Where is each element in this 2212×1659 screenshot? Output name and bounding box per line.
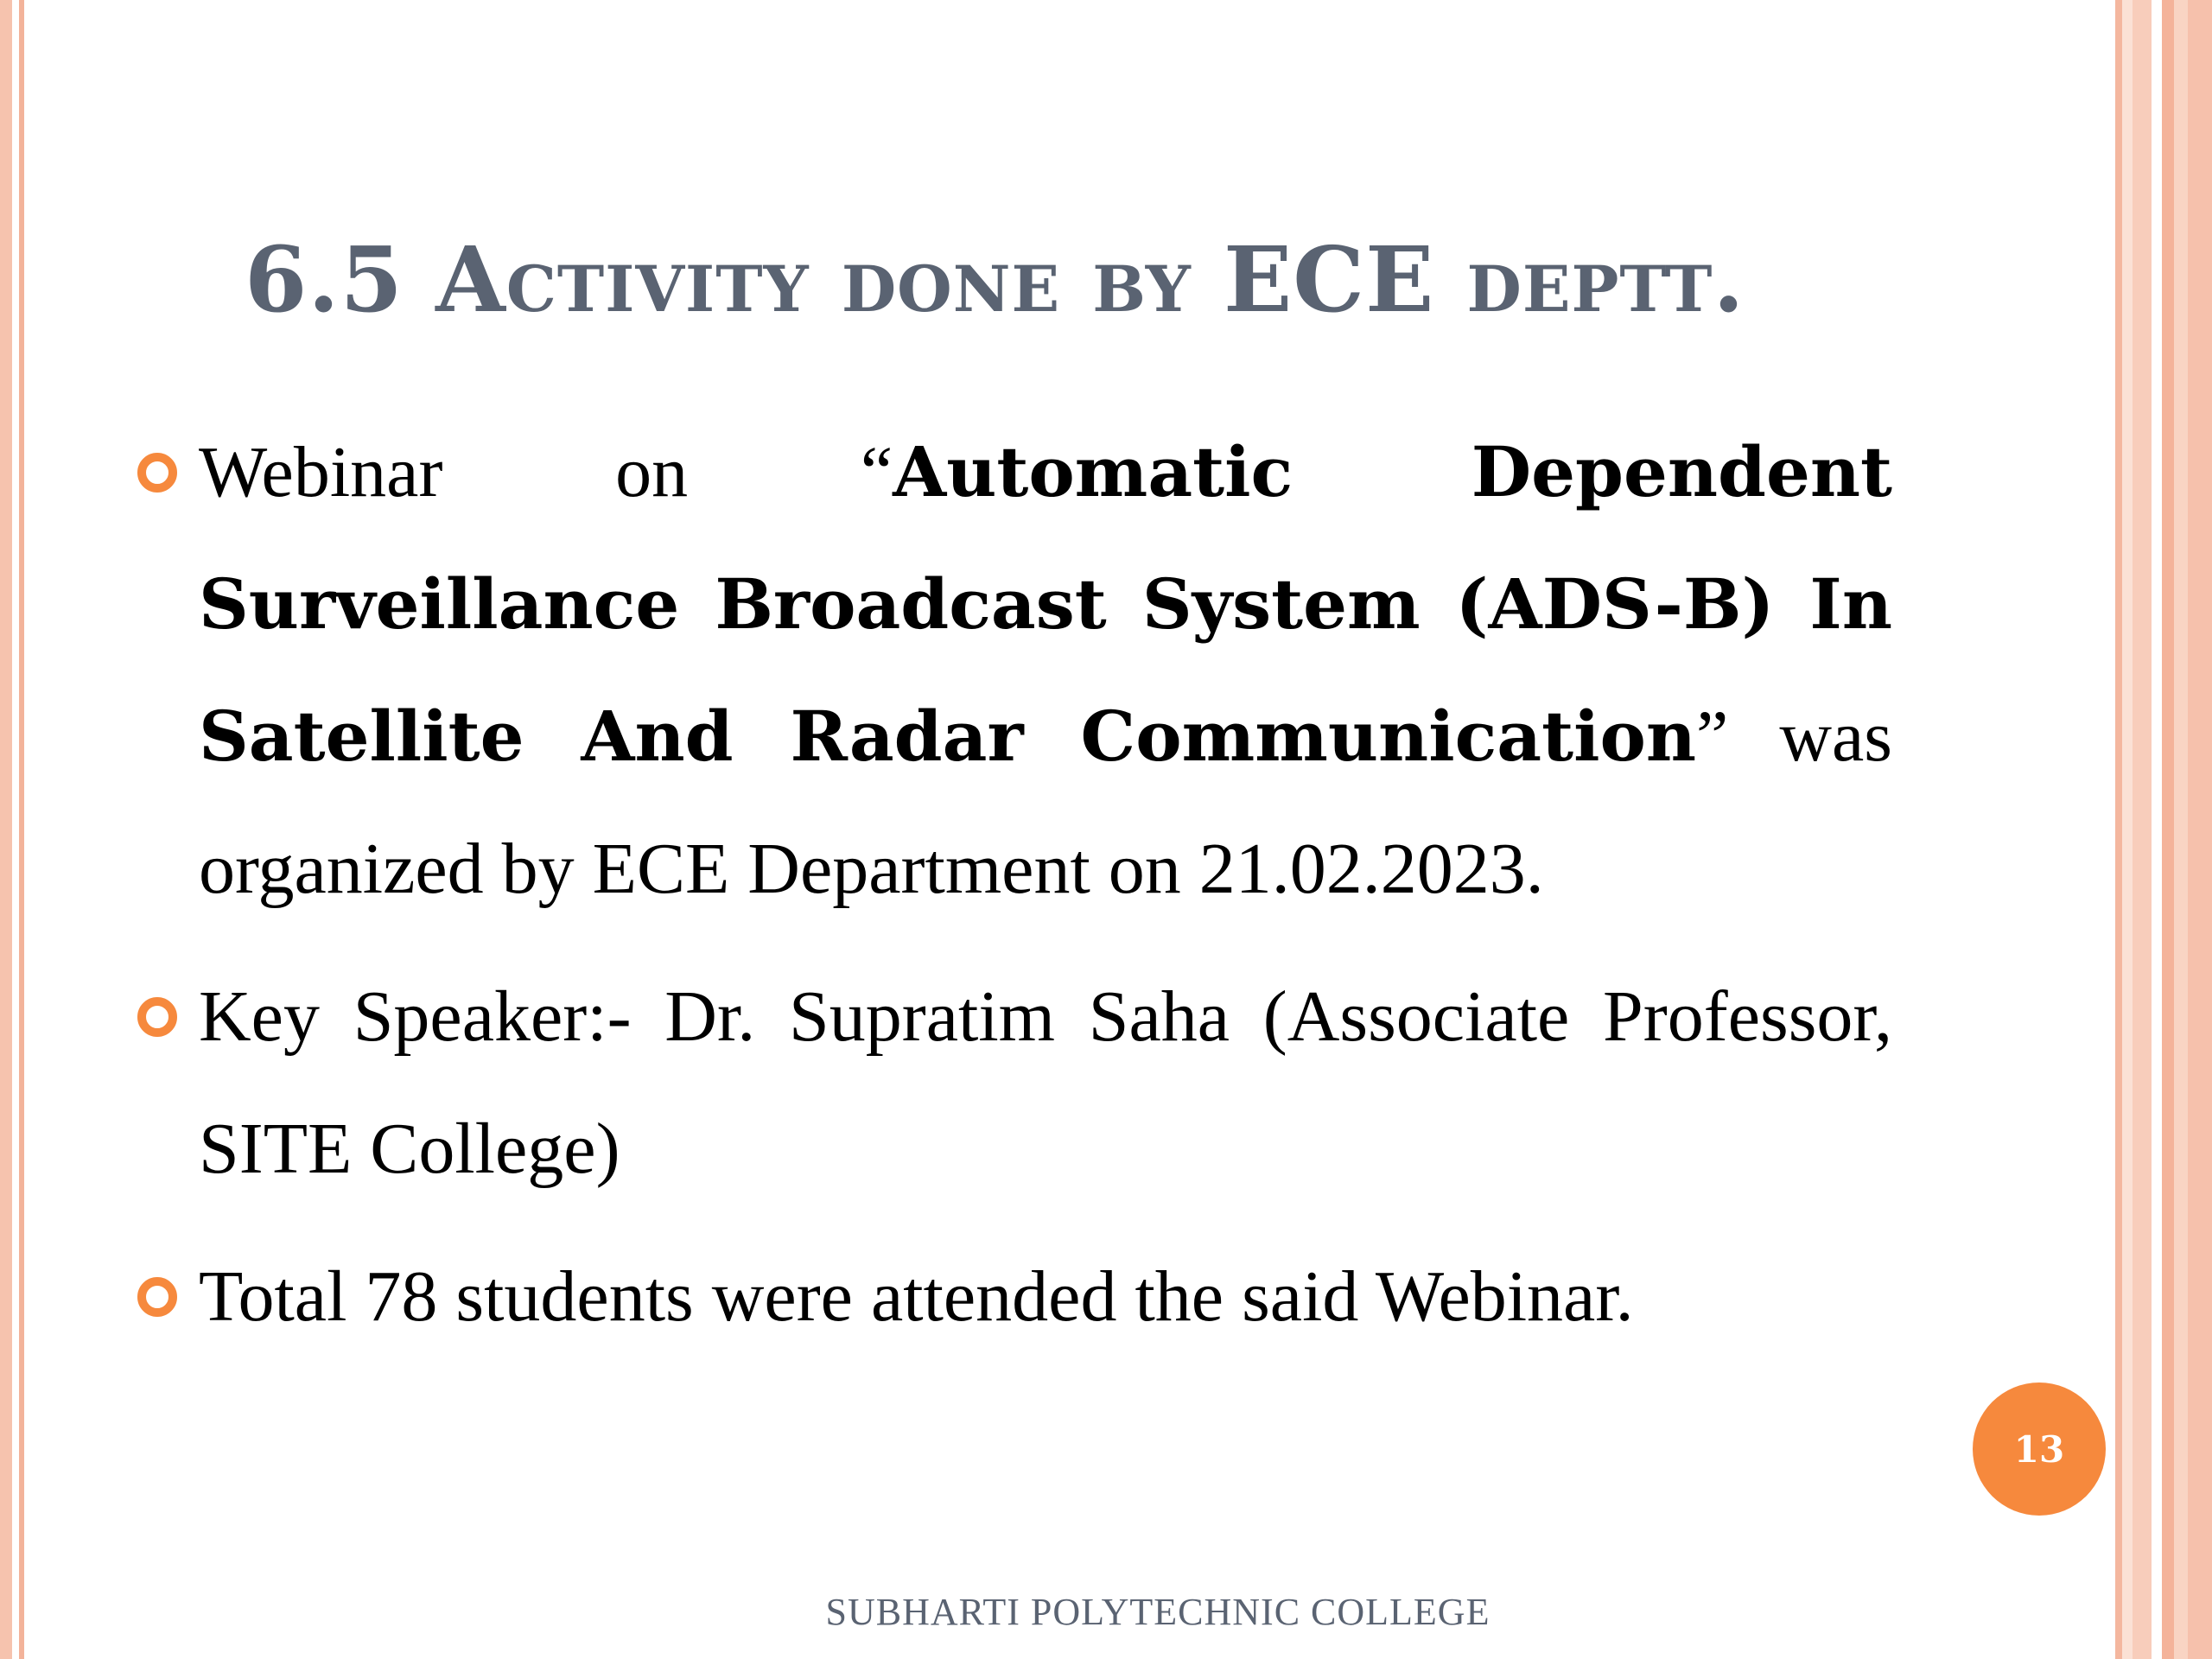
bullet-item-attendance [130,1230,1892,1363]
bullet-text-prefix: Webinar on “ [199,432,893,512]
left-border-stripe-inner [19,0,24,1659]
webinar-topic: Automatic Dependent Surveillance Broadcast System (ADS-B) In Satellite And Radar Communication [199,431,1892,777]
page-number-badge: 13 [1973,1382,2106,1516]
bullet-text: Total 78 students were attended the said Webinar. [199,1256,1634,1337]
right-border-stripe [2115,0,2122,1659]
bullet-item-speaker [130,950,1892,1215]
bullet-ring-icon [137,1277,177,1317]
bullet-item-webinar [130,406,1892,935]
footer-text: SUBHARTI POLYTECHNIC COLLEGE [825,1591,1491,1633]
right-border-stripe [2174,0,2188,1659]
right-border-stripe [2162,0,2174,1659]
bullet-ring-icon [137,453,177,493]
slide-title: 6.5 Activity done by ECE deptt. [245,226,1745,333]
bullet-list [130,406,1892,1378]
left-border-stripe [0,0,12,1659]
right-border-stripe [2133,0,2152,1659]
right-border-gap [2152,0,2162,1659]
bullet-text: Key Speaker:- Dr. Supratim Saha (Associate Professor, SITE College) [199,976,1892,1189]
bullet-text-suffix: ” was organized by ECE Department on 21.02.2023. [199,696,1892,909]
right-border-stripe [2188,0,2212,1659]
right-border-stripe [2122,0,2133,1659]
left-border-gap [12,0,19,1659]
bullet-ring-icon [137,997,177,1037]
